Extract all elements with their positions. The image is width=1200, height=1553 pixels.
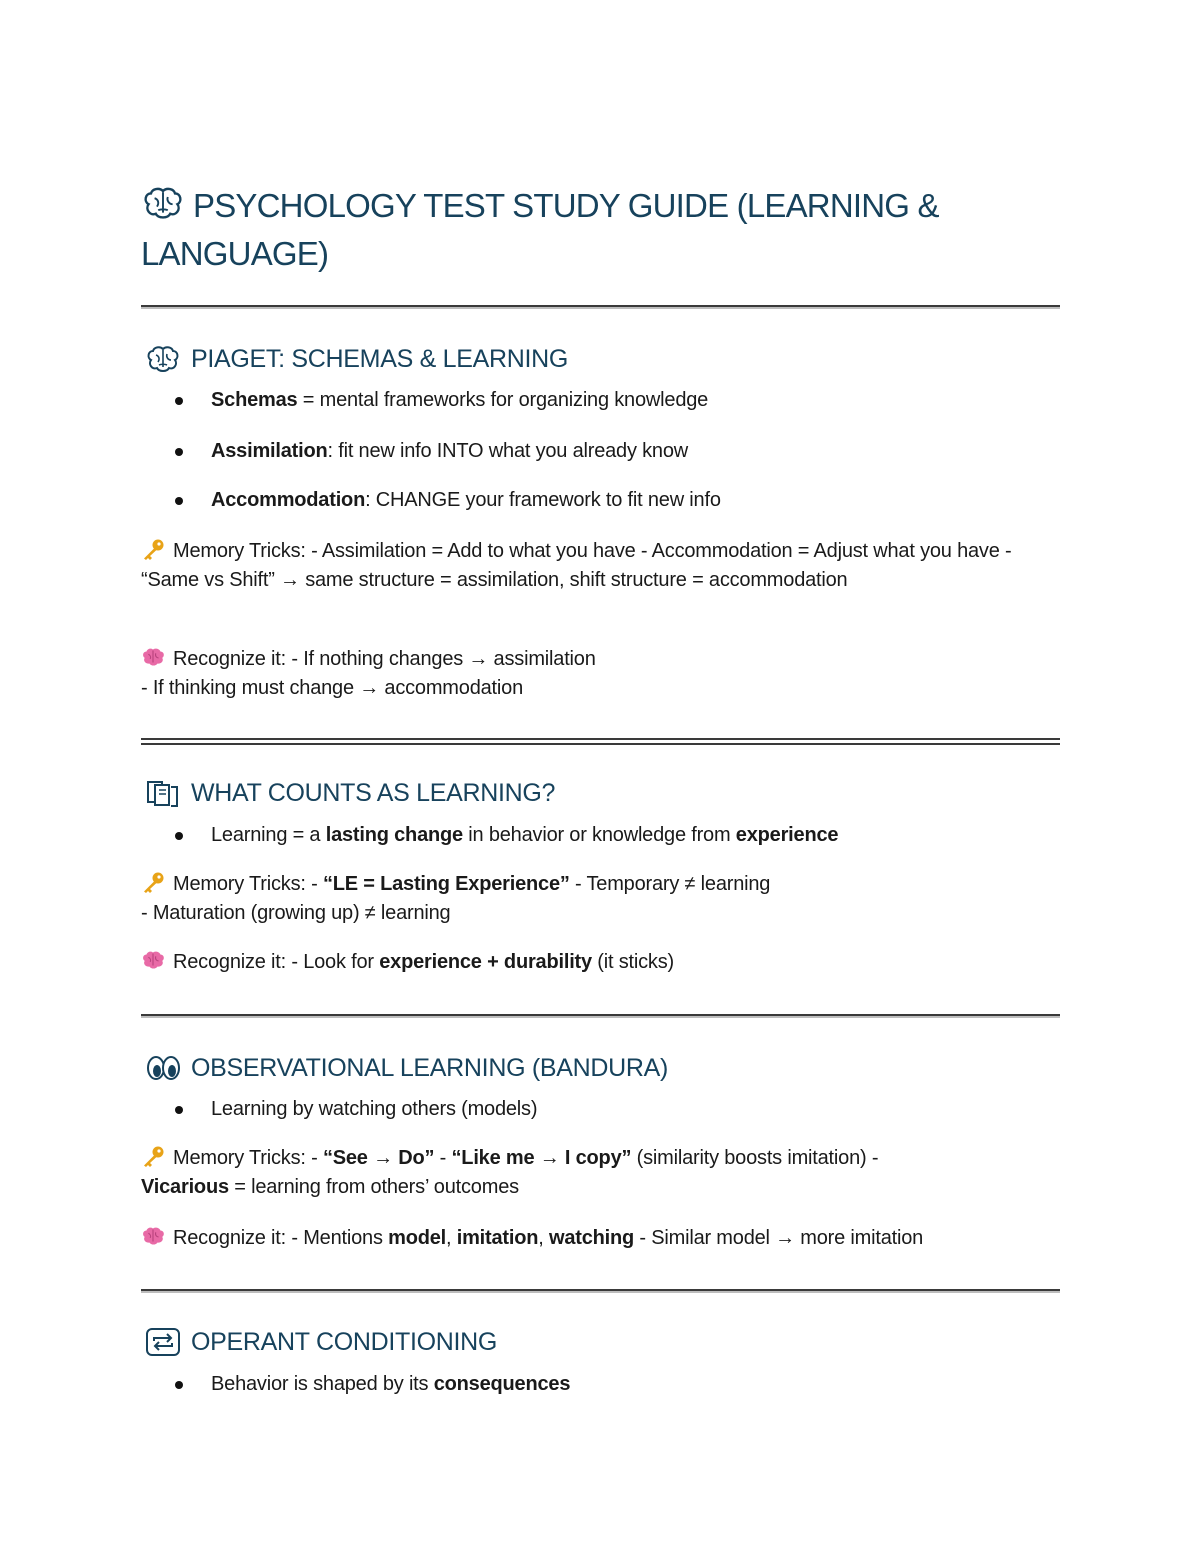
text: - Temporary ≠ learning (569, 873, 771, 895)
memory-tricks (141, 1144, 1056, 1202)
text: Learning = a (211, 824, 326, 846)
heading-text: WHAT COUNTS AS LEARNING? (191, 779, 556, 807)
recognize-it (141, 948, 1056, 977)
text: - Maturation (growing up) ≠ learning (141, 902, 451, 924)
bold-text: model (388, 1227, 447, 1249)
eyes-icon (145, 1053, 181, 1083)
term: Assimilation (211, 440, 328, 462)
heading-text: OBSERVATIONAL LEARNING (BANDURA) (191, 1054, 669, 1082)
text: Learning by watching others (models) (211, 1098, 538, 1120)
text: - (434, 1147, 452, 1169)
heading-text: PIAGET: SCHEMAS & LEARNING (191, 345, 569, 373)
bold-text: Vicarious (141, 1176, 229, 1198)
books-icon (145, 778, 181, 808)
text: Memory Tricks: - (173, 873, 323, 895)
bold-text: lasting change (325, 824, 463, 846)
text: , (446, 1227, 457, 1249)
text: = learning from others’ outcomes (228, 1176, 519, 1198)
bold-text: “Like me → I copy” (451, 1147, 632, 1169)
section-heading-piaget (145, 342, 568, 376)
memory-tricks (141, 537, 1056, 595)
term: Schemas (211, 389, 298, 411)
brain-outline-icon (145, 344, 181, 374)
bold-text: experience + durability (379, 951, 592, 973)
bold-text: “See → Do” (322, 1147, 435, 1169)
bold-text: imitation (456, 1227, 539, 1249)
term: Accommodation (211, 489, 366, 511)
text: in behavior or knowledge from (462, 824, 736, 846)
text: - Similar model → more imitation (634, 1227, 924, 1249)
bold-text: watching (548, 1227, 635, 1249)
brain-icon (141, 646, 165, 668)
repeat-icon (145, 1327, 181, 1357)
horizontal-rule (141, 1289, 1060, 1291)
memory-tricks (141, 870, 1056, 928)
definition: = mental frameworks for organizing knowledge (297, 389, 709, 411)
bold-text: experience (735, 824, 839, 846)
section-heading-operant (145, 1325, 497, 1359)
definition: : CHANGE your framework to fit new info (365, 489, 721, 511)
horizontal-rule (141, 738, 1060, 745)
brain-icon (141, 949, 165, 971)
heading-text: OPERANT CONDITIONING (191, 1328, 498, 1356)
text: Memory Tricks: - (173, 1147, 323, 1169)
text: , (538, 1227, 549, 1249)
text: (it sticks) (591, 951, 674, 973)
bold-text: “LE = Lasting Experience” (322, 873, 570, 895)
horizontal-rule (141, 305, 1060, 307)
recognize-it (141, 1224, 1056, 1253)
text: Recognize it: - Mentions (173, 1227, 389, 1249)
brain-icon (141, 1225, 165, 1247)
bold-text: consequences (433, 1373, 571, 1395)
recognize-text: - If thinking must change → accommodation (141, 677, 523, 699)
horizontal-rule (141, 1014, 1060, 1016)
text: Behavior is shaped by its (211, 1373, 434, 1395)
brain-outline-icon (141, 185, 185, 221)
page-title (141, 182, 1041, 278)
key-icon (141, 1145, 165, 1167)
key-icon (141, 871, 165, 893)
section-heading-bandura (145, 1051, 668, 1085)
section-heading-learning (145, 776, 555, 810)
memory-text: Memory Tricks: - Assimilation = Add to what you have - Accommodation = Adjust what you have - “Same vs Shift” → same structure = assimilation, shift structure = accommodation (141, 540, 1012, 591)
recognize-text: Recognize it: - If nothing changes → assimilation (173, 648, 596, 670)
definition: : fit new info INTO what you already know (327, 440, 689, 462)
recognize-it (141, 645, 1056, 703)
key-icon (141, 538, 165, 560)
page-title-text: PSYCHOLOGY TEST STUDY GUIDE (LEARNING & LANGUAGE) (141, 187, 939, 272)
text: Recognize it: - Look for (173, 951, 380, 973)
text: (similarity boosts imitation) - (631, 1147, 879, 1169)
